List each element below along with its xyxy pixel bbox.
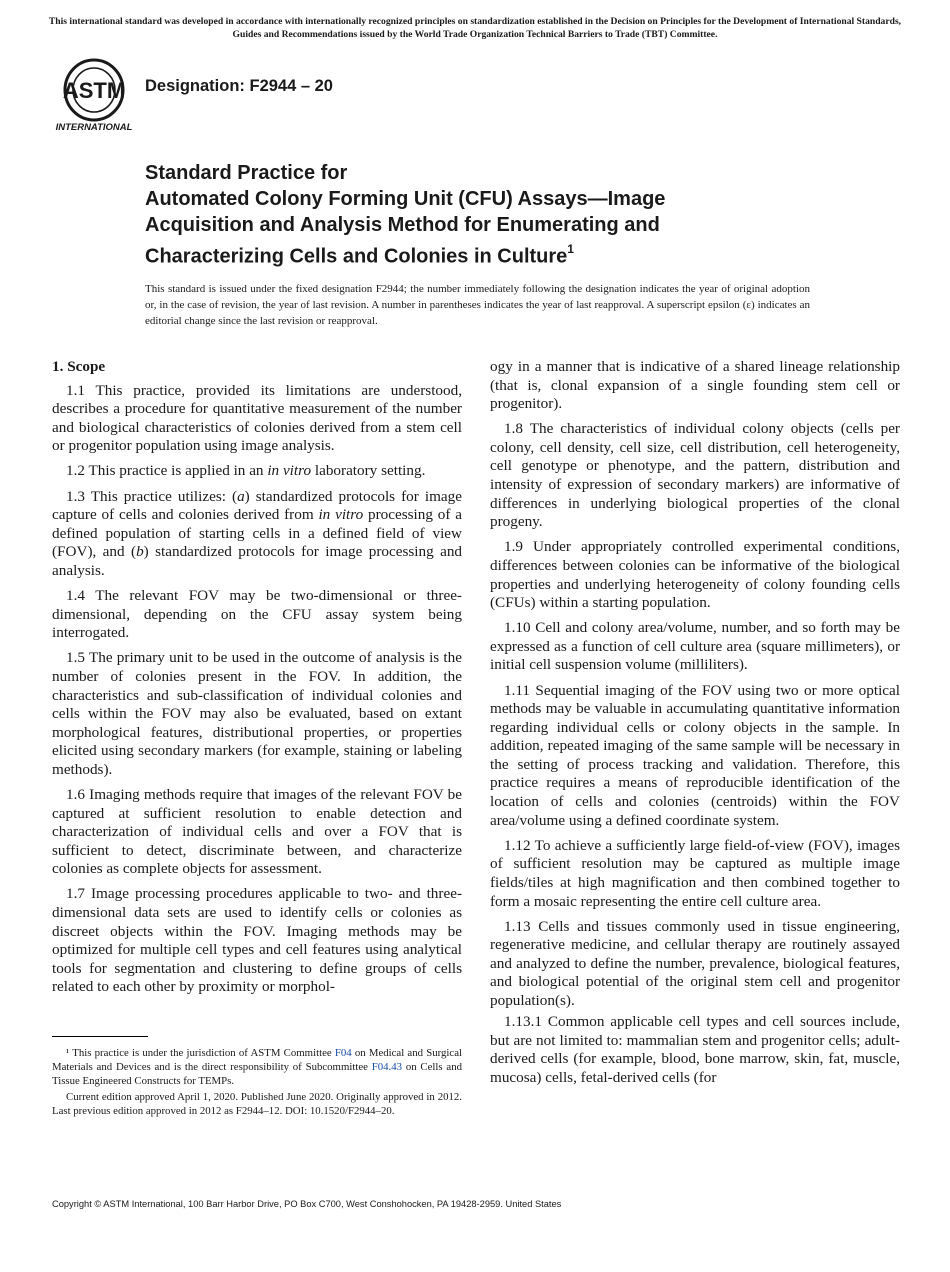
svg-text:ASTM: ASTM	[62, 78, 126, 103]
designation: Designation: F2944 – 20	[145, 77, 333, 95]
committee-link[interactable]: F04	[334, 1047, 352, 1059]
paragraph-1-12: 1.12 To achieve a sufficiently large field-of-view (FOV), images of sufficient resolution may be captured as multiple image fields/tiles at high magnification and then combined together to form a mosaic representing the entire cell culture area.	[490, 836, 900, 910]
footnote-edition: Current edition approved April 1, 2020. Published June 2020. Originally approved in 2012. Last previous edition approved in 2012 as F2944–12. DOI: 10.1520/F2944–20.	[52, 1091, 462, 1117]
paragraph-1-10: 1.10 Cell and colony area/volume, number, and so forth may be expressed as a function of cell culture area (square millimeters), or initial cell suspension volume (milliliters).	[490, 619, 900, 674]
astm-logo	[52, 56, 136, 132]
paragraph-1-11: 1.11 Sequential imaging of the FOV using two or more optical methods may be valuable in accumulating quantitative information regarding individual cells or colony objects in the sample. In addition, repeated imaging of the same sample will be necessary in the setting of process tracking and validation. Therefore, this practice requires a means of reproducible identification of the location of cells and colonies (centroids) within the FOV area/volume using a defined coordinate system.	[490, 681, 900, 829]
footnote-1: ¹ This practice is under the jurisdiction of ASTM Committee F04 on Medical and Surgical Materials and Devices and is the direct responsibility of Subcommittee F04.43 on Cells and Tissue Engineered Constructs for TEMPs.	[52, 1047, 462, 1087]
paragraph-1-8: 1.8 The characteristics of individual colony objects (cells per colony, cell density, cell size, cell distribution, cell heterogeneity, cell genotype or phenotype, and the pattern, distribution and intensity of expression of secondary markers) are informative of differences in underlying biological properties of the clonal progeny.	[490, 420, 900, 531]
paragraph-1-13: 1.13 Cells and tissues commonly used in tissue engineering, regenerative medicine, and cellular therapy are routinely assayed and analyzed to define the number, prevalence, biological features, and biological potential of the original stem cell and progenitor population(s).	[490, 917, 900, 1009]
footnote-divider	[52, 1036, 148, 1037]
paragraph-1-3: 1.3 This practice utilizes: (a) standardized protocols for image capture of cells and colonies derived from in vitro processing of a defined population of starting cells in a defined field of view (FOV), and (b) standardized protocols for image processing and analysis.	[52, 487, 463, 579]
left-column	[52, 358, 462, 1004]
title-line-3: Acquisition and Analysis Method for Enumerating and	[145, 214, 660, 236]
document-title	[145, 160, 875, 270]
paragraph-1-1: 1.1 This practice, provided its limitations are understood, describes a procedure for quantitative measurement of the number and biological characteristics of colonies derived from a stem cell or progenitor population using image analysis.	[52, 381, 462, 455]
wto-notice: This international standard was developed in accordance with internationally recognized principles on standardization established in the Decision on Principles for the Development of International Standards, Guides and Recommendations issued by the World Trade Organization Technical Barriers to Trade (TBT) Committee.	[48, 16, 902, 40]
paragraph-1-9: 1.9 Under appropriately controlled experimental conditions, differences between colonies can be informative of the biological properties and underlying heterogeneity of colony founding cells (CFUs) within a starting population.	[490, 538, 900, 612]
right-column	[490, 358, 900, 1094]
paragraph-1-13-1: 1.13.1 Common applicable cell types and cell sources include, but are not limited to: mammalian stem and progenitor cells; adult-derived cells (for example, blood, bone marrow, skin, fat, muscle, mucosa) cells, fetal-derived cells (for	[490, 1013, 900, 1086]
paragraph-1-2: 1.2 This practice is applied in an in vitro laboratory setting.	[66, 462, 426, 480]
paragraph-1-6: 1.6 Imaging methods require that images of the relevant FOV be captured at sufficient resolution to enable detection and characterization of individual cells and over a FOV that is sufficient to detect, discriminate between, and characterize colonies as complete objects for assessment.	[52, 785, 462, 878]
designation-note: This standard is issued under the fixed designation F2944; the number immediately following the designation indicates the year of original adoption or, in the case of revision, the year of last revision. A number in parentheses indicates the year of last reapproval. A superscript epsilon (ε) indicates an editorial change since the last revision or reapproval.	[145, 283, 810, 327]
title-line-1: Standard Practice for	[145, 162, 348, 184]
section-heading: 1. Scope	[52, 358, 106, 375]
paragraph-1-5: 1.5 The primary unit to be used in the outcome of analysis is the number of colonies present in the FOV. In addition, the characteristics and sub-classification of individual colonies and cells within the FOV may also be evaluated, based on extant morphological features, distributional properties, or properties elicited using secondary markers (for example, staining or labeling methods).	[52, 649, 462, 778]
paragraph-1-7-continued: ogy in a manner that is indicative of a shared lineage relationship (that is, clonal expansion of a single founding stem cell or progenitor).	[490, 358, 900, 413]
copyright-line: Copyright © ASTM International, 100 Barr Harbor Drive, PO Box C700, West Conshohocken, PA 19428-2959. United States	[52, 1199, 562, 1209]
title-line-4: Characterizing Cells and Colonies in Culture$^1$	[145, 242, 574, 268]
footnotes	[52, 1046, 462, 1120]
title-footnote-mark[interactable]: 1	[567, 242, 574, 256]
svg-text:INTERNATIONAL: INTERNATIONAL	[55, 122, 133, 132]
title-line-2: Automated Colony Forming Unit (CFU) Assays—Image	[145, 188, 666, 210]
subcommittee-link[interactable]: F04.43	[371, 1061, 403, 1073]
paragraph-1-7: 1.7 Image processing procedures applicable to two- and three-dimensional data sets are used to identify cells or colonies as discreet objects within the FOV. Imaging methods may be optimized for multiple cell types and cell features using analytical tools for segmentation and clustering to define groups of cells related to each other by proximity or morphol-	[52, 885, 462, 996]
paragraph-1-4: 1.4 The relevant FOV may be two-dimensional or three-dimensional, depending on the CFU assay system being interrogated.	[52, 587, 462, 642]
